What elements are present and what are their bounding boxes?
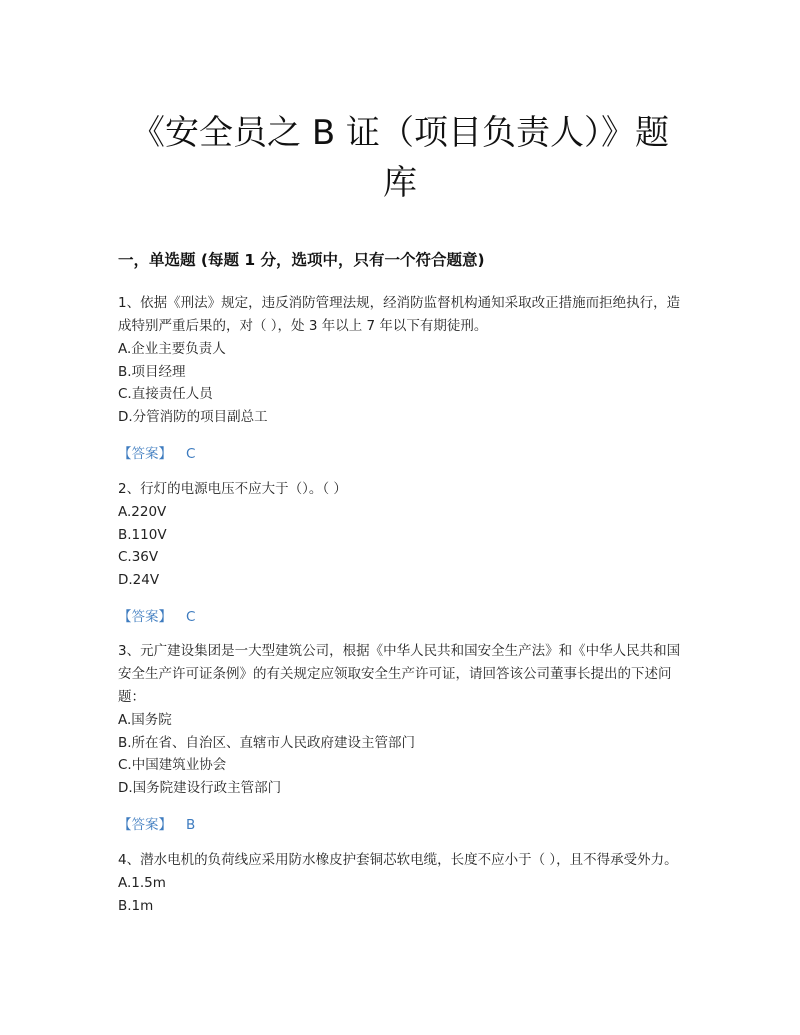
- answer-line: [118, 606, 684, 628]
- question-3: [118, 640, 684, 836]
- answer-line: [118, 443, 684, 465]
- question-option: C.中国建筑业协会: [118, 757, 227, 773]
- question-stem: 3、元广建设集团是一大型建筑公司，根据《中华人民共和国安全生产法》和《中华人民共和国安全生产许可证条例》的有关规定应领取安全生产许可证，请回答该公司董事长提出的下述问题：: [118, 643, 681, 705]
- question-option: B.1m: [118, 897, 154, 914]
- answer-value: C: [186, 609, 196, 625]
- answer-label: 【答案】: [118, 609, 172, 625]
- section-heading: 一，单选题 (每题 1 分，选项中，只有一个符合题意): [118, 251, 485, 269]
- question-option: A.国务院: [118, 712, 172, 728]
- question-option: B.项目经理: [118, 363, 186, 380]
- question-stem: 1、依据《刑法》规定，违反消防管理法规，经消防监督机构通知采取改正措施而拒绝执行，造成特别严重后果的，对（ ），处 3 年以上 7 年以下有期徒刑。: [118, 295, 681, 334]
- question-2: [118, 478, 684, 628]
- question-option: A.220V: [118, 504, 167, 520]
- answer-value: C: [186, 446, 196, 462]
- question-1: [118, 292, 684, 465]
- question-4: [118, 849, 684, 917]
- question-stem: 4、潜水电机的负荷线应采用防水橡皮护套铜芯软电缆，长度不应小于（ ），且不得承受外力。: [118, 852, 678, 868]
- answer-line: [118, 814, 684, 836]
- document-title: 《安全员之 B 证（项目负责人）》题库: [131, 113, 669, 203]
- question-option: D.分管消防的项目副总工: [118, 408, 268, 425]
- answer-label: 【答案】: [118, 446, 172, 462]
- question-option: B.110V: [118, 526, 167, 543]
- answer-value: B: [186, 817, 196, 833]
- answer-label: 【答案】: [118, 817, 172, 833]
- question-option: C.直接责任人员: [118, 386, 213, 402]
- question-option: B.所在省、自治区、直辖市人民政府建设主管部门: [118, 734, 416, 751]
- question-stem: 2、行灯的电源电压不应大于（）。（ ）: [118, 481, 347, 497]
- question-option: C.36V: [118, 549, 159, 565]
- question-option: A.1.5m: [118, 875, 166, 891]
- question-option: D.国务院建设行政主管部门: [118, 779, 282, 796]
- question-option: A.企业主要负责人: [118, 341, 226, 357]
- question-option: D.24V: [118, 571, 160, 588]
